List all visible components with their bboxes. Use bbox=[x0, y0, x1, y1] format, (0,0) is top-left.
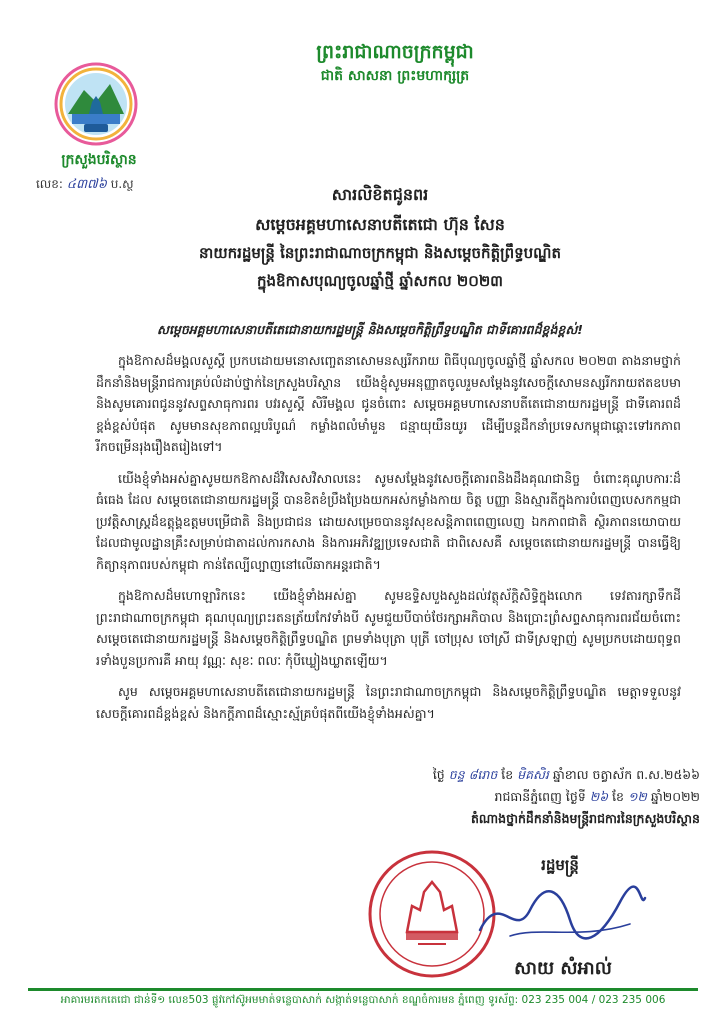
ref-label: លេខ: bbox=[36, 177, 63, 191]
paragraph-3: ក្នុងឱកាសដ៏មហោឡារិកនេះ យើងខ្ញុំទាំងអស់គ្នា សូមឧទ្ទិសបួងសួងដល់វត្ថុស័ក្តិសិទ្ធិក្នុងលោក ទេវតារក្សាទឹកដីព្រះរាជាណាចក្រកម្ពុជា គុណបុណ្យព្រះរតនត្រ័យកែវទាំងបី សូមជួយបីបាច់ថែរក្សាអភិបាល និងប្រោះព្រំសព្ទសាធុការពរជ័យចំពោះ សម្តេចតេជោនាយករដ្ឋមន្ត្រី និងសម្តេចកិត្តិព្រឹទ្ធបណ្ឌិត ព្រមទាំងបុត្រា បុត្រី ចៅប្រុស ចៅស្រី ជាទីស្រឡាញ់ សូមប្រកបដោយពុទ្ធពរទាំងបួនប្រការគឺ អាយុ វណ្ណៈ សុខៈ ពលៈ កុំបីឃ្លៀងឃ្លាតឡើយ។ bbox=[96, 588, 681, 668]
issuer-line: តំណាងថ្នាក់ដឹកនាំនិងមន្ត្រីរាជការនៃក្រសួងបរិស្ថាន bbox=[470, 811, 700, 826]
salutation: សម្តេចអគ្គមហាសេនាបតីតេជោនាយករដ្ឋមន្ត្រី និងសម្តេចកិត្តិព្រឹទ្ធបណ្ឌិត ជាទីគោរពដ៏ខ្ពង់ខ្ពស់! bbox=[157, 322, 583, 337]
lunar-year: ឆ្នាំខាល ចត្វាស័ក ព.ស.២៥៦៦ bbox=[552, 767, 700, 782]
title-block bbox=[130, 184, 630, 294]
lunar-month: មិគសិរ bbox=[517, 767, 549, 782]
letter-body bbox=[96, 350, 681, 734]
recipient-name: សម្តេចអគ្គមហាសេនាបតីតេជោ ហ៊ុន សែន bbox=[255, 215, 505, 234]
kingdom-heading: ព្រះរាជាណាចក្រកម្ពុជា bbox=[316, 41, 474, 63]
lunar-day: ចន្ទ ៨រោច bbox=[448, 767, 498, 782]
reference-number bbox=[36, 176, 134, 195]
ref-handwritten: ៤៣៧៦ bbox=[66, 177, 107, 192]
solar-year: ឆ្នាំ២០២២ bbox=[650, 789, 700, 804]
signer-title: រដ្ឋមន្ត្រី bbox=[541, 856, 579, 874]
ministry-name: ក្រសួងបរិស្ថាន bbox=[61, 152, 137, 168]
ref-suffix: ប.ស្ថ bbox=[110, 177, 134, 191]
recipient-title: នាយករដ្ឋមន្ត្រី នៃព្រះរាជាណាចក្រកម្ពុជា និងសម្តេចកិត្តិព្រឹទ្ធបណ្ឌិត bbox=[199, 244, 561, 262]
solar-month-prefix: ខែ bbox=[612, 789, 624, 804]
solar-date bbox=[280, 786, 700, 808]
paragraph-1: ក្នុងឱកាសដ៏មង្គលសួស្តី ប្រកបដោយមនោសញ្ចេតនាសោមនស្សរីករាយ ពិធីបុណ្យចូលឆ្នាំថ្មី ឆ្នាំសកល ២០២៣ តាងនាមថ្នាក់ដឹកនាំនិងមន្ត្រីរាជការគ្រប់លំដាប់ថ្នាក់នៃក្រសួងបរិស្ថាន យើងខ្ញុំសូមអនុញ្ញាតចូលរួមសម្តែងនូវសេចក្តីសោមនស្សរីករាយឥតឧបមា និងសូមគោរពជូននូវសព្ទសាធុការពរ បវរសួស្តី សិរីមង្គល ជូនចំពោះ សម្តេចអគ្គមហាសេនាបតីតេជោនាយករដ្ឋមន្ត្រី ជាទីគោរពដ៏ខ្ពង់ខ្ពស់បំផុត សូមមានសុខភាពល្អបរិបូណ៌ កម្លាំងពលំមាំមួន ជន្មាយុយឺនយូរ ដើម្បីបន្តដឹកនាំប្រទេសកម្ពុជាឆ្ពោះទៅរកភាពរីកចម្រើនរុងរឿងតរៀងទៅ។ bbox=[96, 353, 681, 454]
lunar-date bbox=[280, 764, 700, 786]
paragraph-2: យើងខ្ញុំទាំងអស់គ្នាសូមយកឱកាសដ៏វិសេសវិសាលនេះ សូមសម្តែងនូវសេចក្តីគោរពនិងដឹងគុណជានិច្ច ចំពោះគុណូបការៈដ៏ធំធេង ដែល សម្តេចតេជោនាយករដ្ឋមន្ត្រី បានខិតខំប្រឹងប្រែងយកអស់កម្លាំងកាយ ចិត្ត បញ្ញា និងស្មារតីក្នុងការបំពេញបេសកកម្មជាប្រវត្តិសាស្ត្រដ៏ឧត្តុង្គឧត្តមបម្រើជាតិ និងប្រជាជន ដោយសម្រេចបាននូវសុខសន្តិភាពពេញលេញ ឯកភាពជាតិ ស្ថិរភាពនយោបាយ ដែលជាមូលដ្ឋានគ្រឹះសម្រាប់ជាតាដល់ការកសាង និងការអភិវឌ្ឍប្រទេសជាតិ ជាពិសេសគឺ សម្តេចតេជោនាយករដ្ឋមន្ត្រី បានធ្វើឱ្យកិត្យានុភាពរបស់កម្ពុជា កាន់តែល្បីល្បាញនៅលើឆាកអន្តរជាតិ។ bbox=[96, 470, 681, 572]
lunar-prefix: ថ្ងៃ bbox=[432, 767, 445, 782]
paragraph-4: សូម សម្តេចអគ្គមហាសេនាបតីតេជោនាយករដ្ឋមន្ត្រី នៃព្រះរាជាណាចក្រកម្ពុជា និងសម្តេចកិត្តិព្រឹទ្ធបណ្ឌិត មេត្តាទទួលនូវសេចក្តីគោរពដ៏ខ្ពង់ខ្ពស់ និងកក្តីភាពដ៏ស្មោះស្ម័គ្របំផុតពីយើងខ្ញុំទាំងអស់គ្នា។ bbox=[96, 684, 681, 721]
signer-name: សាយ សំអាល់ bbox=[514, 958, 612, 979]
occasion: ក្នុងឱកាសបុណ្យចូលឆ្នាំថ្មី ឆ្នាំសកល ២០២៣ bbox=[257, 272, 503, 290]
ministry-logo bbox=[54, 62, 138, 146]
solar-month: ១២ bbox=[627, 789, 647, 804]
handwritten-signature bbox=[470, 880, 650, 950]
lunar-month-prefix: ខែ bbox=[501, 767, 514, 782]
solar-prefix: រាជធានីភ្នំពេញ ថ្ងៃទី bbox=[494, 789, 586, 804]
solar-day: ២៦ bbox=[589, 789, 609, 804]
date-block bbox=[280, 764, 700, 830]
national-motto: ជាតិ សាសនា ព្រះមហាក្សត្រ bbox=[320, 68, 470, 84]
letter-title: សារលិខិតជូនពរ bbox=[331, 185, 429, 204]
footer-address: អាគារមរតកតេជោ ជាន់ទី១ លេខ503 ផ្លូវកៅស៊ូអមមាត់ទន្លេបាសាក់ សង្កាត់ទន្លេបាសាក់ ខណ្ឌចំការមន ភ្នំពេញ ទូរស័ព្ទ: 023 235 004 / 023 235 006 bbox=[60, 994, 666, 1006]
footer-divider bbox=[28, 988, 698, 991]
